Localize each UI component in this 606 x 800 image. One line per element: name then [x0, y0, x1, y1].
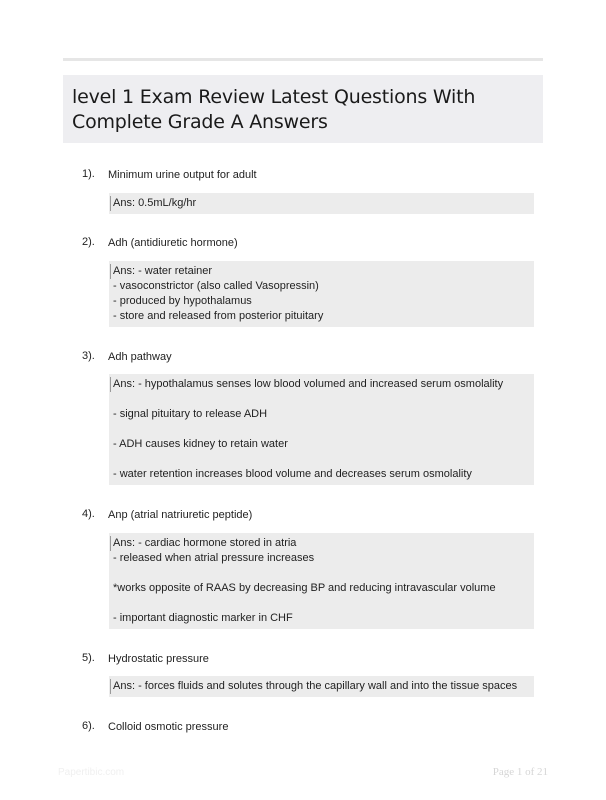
answer-box: [109, 261, 534, 327]
question-number: 1).: [82, 168, 95, 180]
answer-line: Ans: - hypothalamus senses low blood volumed and increased serum osmolality: [110, 377, 530, 392]
answer-line: - signal pituitary to release ADH: [113, 408, 268, 420]
top-divider: [63, 58, 543, 61]
answer-line: [113, 392, 530, 407]
question-text: Adh pathway: [108, 351, 172, 363]
answer-line: Ans: - water retainer: [110, 264, 530, 279]
answer-line: - vasoconstrictor (also called Vasopressin): [113, 280, 319, 292]
question-number: 2).: [82, 236, 95, 248]
answer-line: - water retention increases blood volume and decreases serum osmolality: [113, 468, 472, 480]
answer-box: [109, 374, 534, 485]
page-number: Page 1 of 21: [492, 766, 548, 778]
question-number: 3).: [82, 350, 95, 362]
answer-line: - important diagnostic marker in CHF: [113, 612, 293, 624]
question-number: 4).: [82, 508, 95, 520]
document-title: level 1 Exam Review Latest Questions With Complete Grade A Answers: [72, 86, 476, 133]
question-text: Hydrostatic pressure: [108, 653, 209, 665]
answer-line: [113, 566, 530, 581]
answer-line: - produced by hypothalamus: [113, 295, 252, 307]
footer-watermark: Papertibic.com: [58, 767, 125, 778]
title-banner: [63, 75, 543, 143]
answer-line: Ans: 0.5mL/kg/hr: [110, 196, 530, 211]
answer-box: [109, 676, 534, 697]
question-text: Colloid osmotic pressure: [108, 721, 229, 733]
question-number: 6).: [82, 720, 95, 732]
answer-line: *works opposite of RAAS by decreasing BP and reducing intravascular volume: [113, 582, 496, 594]
answer-box: [109, 533, 534, 629]
answer-line: - ADH causes kidney to retain water: [113, 438, 288, 450]
answer-box: [109, 193, 534, 214]
answer-line: [113, 422, 530, 437]
answer-line: Ans: - cardiac hormone stored in atria: [110, 536, 530, 551]
answer-line: - released when atrial pressure increases: [113, 552, 315, 564]
question-text: Anp (atrial natriuretic peptide): [108, 509, 253, 521]
question-text: Adh (antidiuretic hormone): [108, 237, 238, 249]
question-text: Minimum urine output for adult: [108, 169, 257, 181]
answer-line: [113, 596, 530, 611]
answer-line: Ans: - forces fluids and solutes through the capillary wall and into the tissue spaces: [110, 679, 530, 694]
question-number: 5).: [82, 652, 95, 664]
answer-line: [113, 452, 530, 467]
answer-line: - store and released from posterior pituitary: [113, 310, 324, 322]
